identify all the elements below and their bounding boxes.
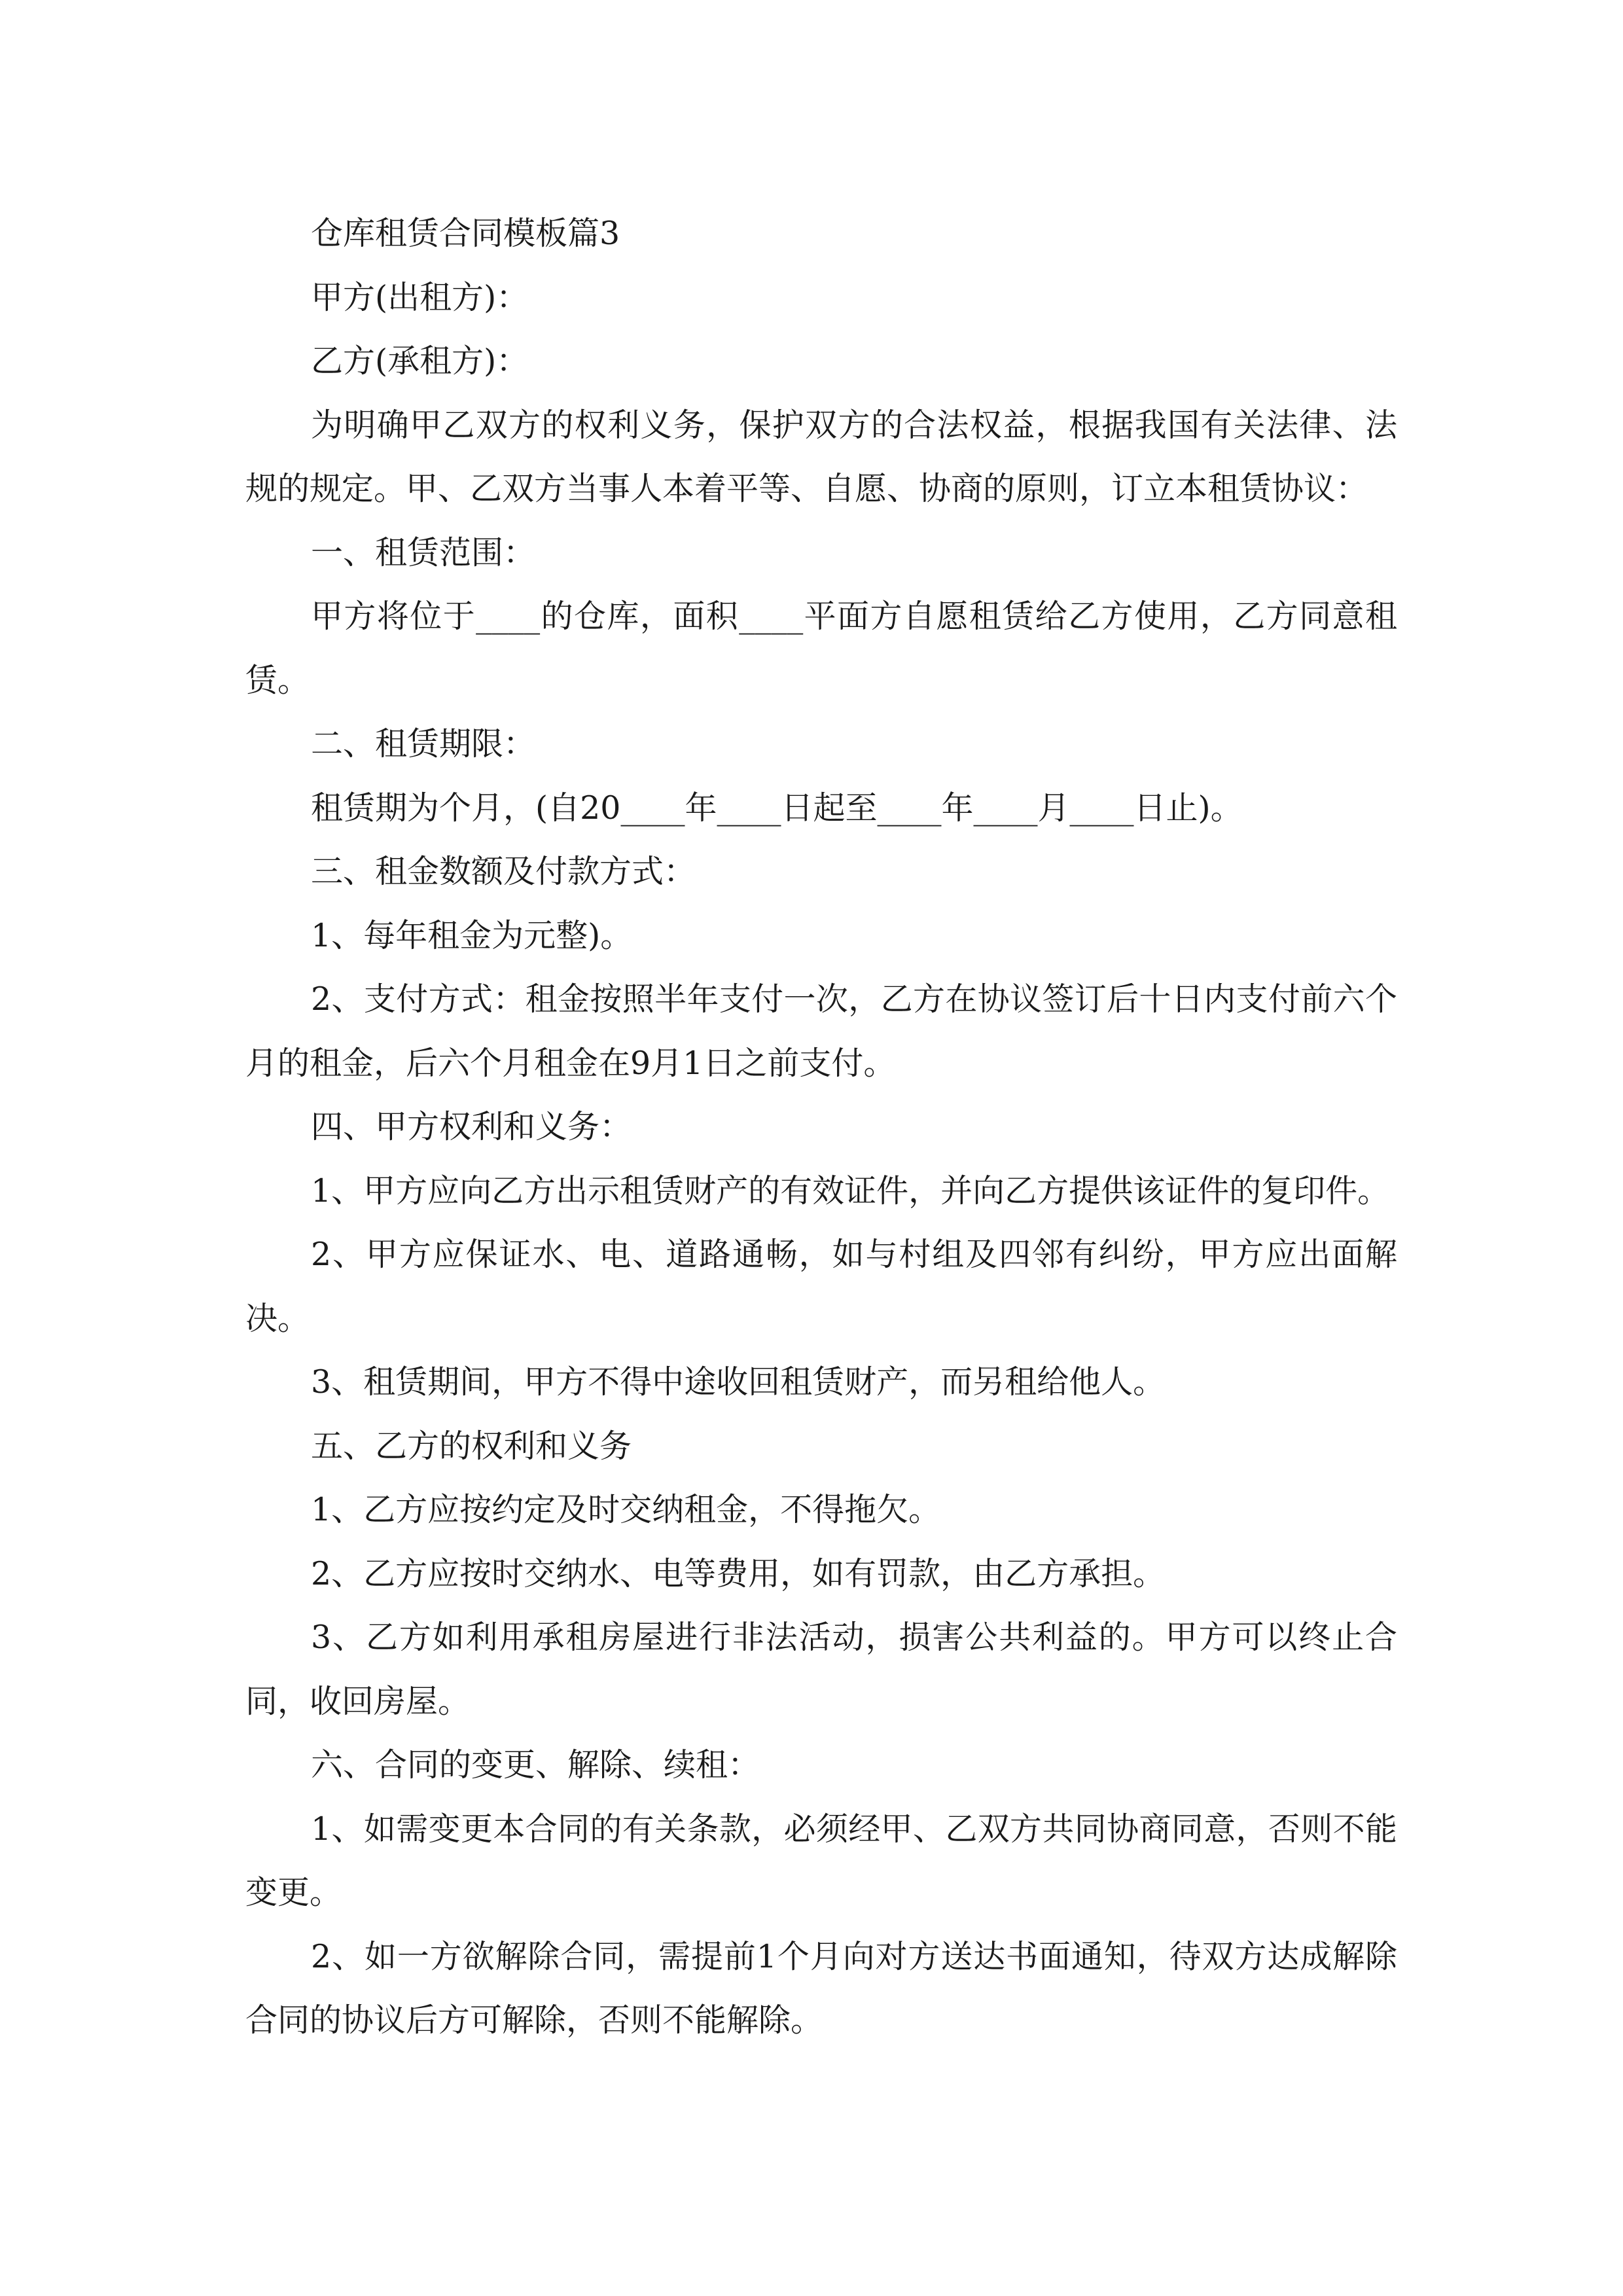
section-6-item-1: 1、如需变更本合同的有关条款，必须经甲、乙双方共同协商同意，否则不能变更。 — [245, 1810, 1397, 1911]
section-5-item-1: 1、乙方应按约定及时交纳租金，不得拖欠。 — [311, 1491, 941, 1528]
section-heading-1: 一、租赁范围： — [311, 533, 536, 571]
section-3-item-1: 1、每年租金为元整)。 — [311, 916, 633, 954]
party-a-line: 甲方(出租方)： — [311, 278, 529, 316]
section-4-item-1: 1、甲方应向乙方出示租赁财产的有效证件，并向乙方提供该证件的复印件。 — [311, 1172, 1390, 1210]
document-title: 仓库租赁合同模板篇3 — [311, 215, 620, 252]
section-5-item-2: 2、乙方应按时交纳水、电等费用，如有罚款，由乙方承担。 — [311, 1554, 1166, 1592]
preamble-paragraph: 为明确甲乙双方的权利义务，保护双方的合法权益，根据我国有关法律、法规的规定。甲、乙双方当事人本着平等、自愿、协商的原则，订立本租赁协议： — [245, 406, 1397, 507]
section-heading-5: 五、乙方的权利和义务 — [311, 1427, 632, 1465]
section-2-paragraph: 租赁期为个月，(自20____年____日起至____年____月____日止)。 — [311, 789, 1243, 827]
party-b-line: 乙方(承租方)： — [311, 342, 529, 380]
section-heading-4: 四、甲方权利和义务： — [311, 1108, 632, 1145]
section-6-item-2: 2、如一方欲解除合同，需提前1个月向对方送达书面通知，待双方达成解除合同的协议后方可解除，否则不能解除。 — [245, 1937, 1397, 2039]
section-3-item-2: 2、支付方式：租金按照半年支付一次，乙方在协议签订后十日内支付前六个月的租金，后六个月租金在9月1日之前支付。 — [245, 980, 1397, 1082]
section-heading-2: 二、租赁期限： — [311, 725, 536, 762]
section-4-item-2: 2、甲方应保证水、电、道路通畅，如与村组及四邻有纠纷，甲方应出面解决。 — [245, 1236, 1397, 1337]
section-4-item-3: 3、租赁期间，甲方不得中途收回租赁财产，而另租给他人。 — [311, 1363, 1166, 1401]
section-5-item-3: 3、乙方如利用承租房屋进行非法活动，损害公共利益的。甲方可以终止合同，收回房屋。 — [245, 1619, 1397, 1720]
section-1-paragraph: 甲方将位于____的仓库，面积____平面方自愿租赁给乙方使用，乙方同意租赁。 — [245, 598, 1397, 699]
section-heading-3: 三、租金数额及付款方式： — [311, 853, 696, 890]
document-body — [245, 202, 1397, 2053]
section-heading-6: 六、合同的变更、解除、续租： — [311, 1746, 760, 1784]
